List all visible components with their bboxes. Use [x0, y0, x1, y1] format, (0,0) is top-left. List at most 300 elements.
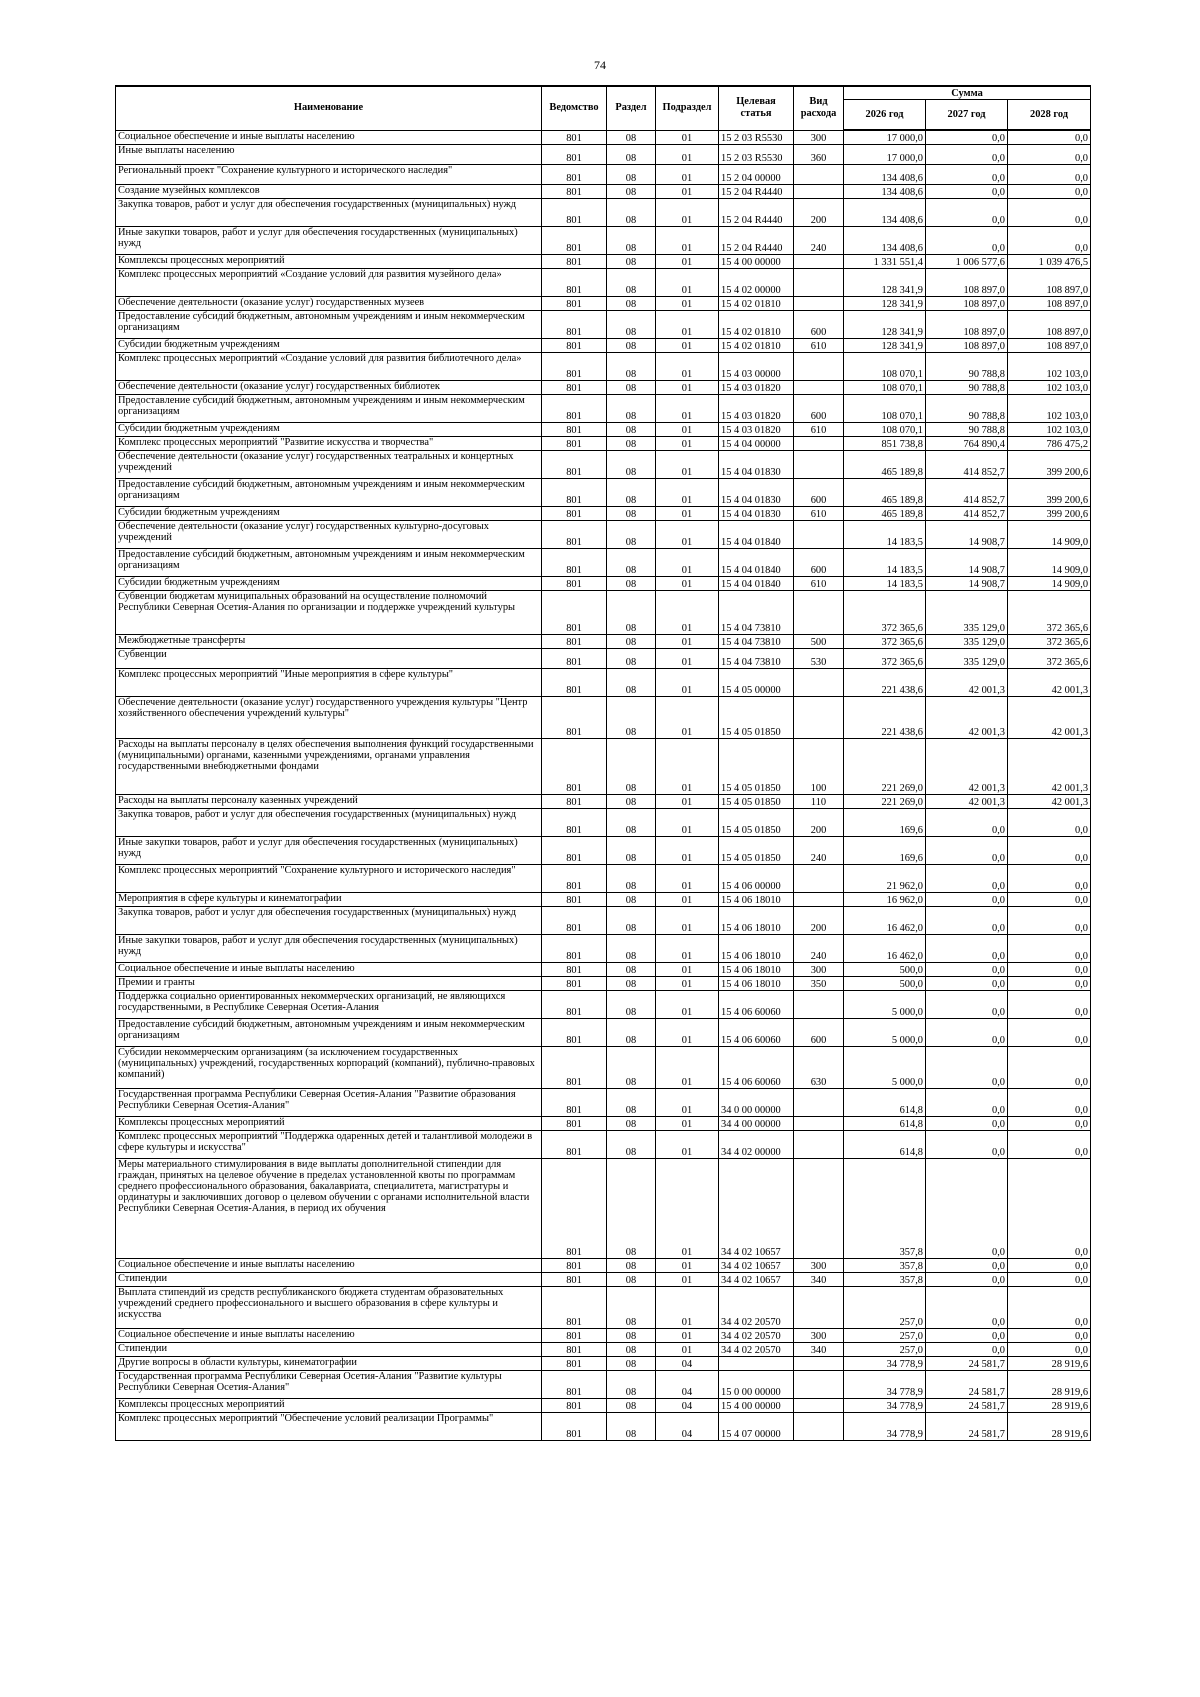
table-row [116, 352, 1091, 380]
row-sum-2026: 14 183,5 [844, 520, 926, 548]
row-sum-2026: 16 462,0 [844, 906, 926, 934]
row-expense-type: 240 [794, 934, 844, 962]
row-name: Социальное обеспечение и иные выплаты населению [116, 130, 542, 144]
table-row [116, 268, 1091, 296]
row-sum-2027: 108 897,0 [926, 268, 1008, 296]
table-row [116, 1088, 1091, 1116]
row-sum-2027: 0,0 [926, 226, 1008, 254]
row-sum-2028: 0,0 [1008, 976, 1091, 990]
row-sum-2028: 0,0 [1008, 226, 1091, 254]
row-name: Закупка товаров, работ и услуг для обеспечения государственных (муниципальных) нужд [116, 808, 542, 836]
table-row [116, 548, 1091, 576]
row-name: Обеспечение деятельности (оказание услуг) государственных культурно-досуговых учреждений [116, 520, 542, 548]
row-dept: 801 [542, 352, 607, 380]
row-dept: 801 [542, 1398, 607, 1412]
row-sum-2027: 0,0 [926, 962, 1008, 976]
row-dept: 801 [542, 338, 607, 352]
row-subsection: 01 [656, 164, 719, 184]
row-expense-type: 600 [794, 310, 844, 338]
row-section: 08 [607, 1412, 656, 1440]
row-section: 08 [607, 836, 656, 864]
table-row [116, 836, 1091, 864]
row-target: 15 4 06 18010 [719, 892, 794, 906]
row-sum-2028: 28 919,6 [1008, 1370, 1091, 1398]
row-target: 34 4 02 20570 [719, 1342, 794, 1356]
table-row [116, 130, 1091, 144]
row-name: Иные выплаты населению [116, 144, 542, 164]
row-section: 08 [607, 254, 656, 268]
row-sum-2028: 0,0 [1008, 1258, 1091, 1272]
row-subsection: 01 [656, 198, 719, 226]
row-sum-2028: 0,0 [1008, 1018, 1091, 1046]
row-dept: 801 [542, 1412, 607, 1440]
row-expense-type [794, 1398, 844, 1412]
row-dept: 801 [542, 738, 607, 794]
row-sum-2027: 0,0 [926, 198, 1008, 226]
row-dept: 801 [542, 668, 607, 696]
row-section: 08 [607, 450, 656, 478]
row-sum-2028: 372 365,6 [1008, 590, 1091, 634]
row-sum-2026: 221 438,6 [844, 696, 926, 738]
row-dept: 801 [542, 380, 607, 394]
row-subsection: 01 [656, 310, 719, 338]
table-row [116, 1286, 1091, 1328]
row-subsection: 01 [656, 520, 719, 548]
table-row [116, 1412, 1091, 1440]
row-sum-2028: 0,0 [1008, 144, 1091, 164]
row-expense-type: 300 [794, 1258, 844, 1272]
row-subsection: 01 [656, 668, 719, 696]
row-section: 08 [607, 634, 656, 648]
row-sum-2026: 357,8 [844, 1258, 926, 1272]
row-section: 08 [607, 478, 656, 506]
row-sum-2027: 90 788,8 [926, 394, 1008, 422]
row-sum-2027: 108 897,0 [926, 338, 1008, 352]
row-subsection: 01 [656, 1088, 719, 1116]
row-sum-2026: 16 962,0 [844, 892, 926, 906]
row-section: 08 [607, 1328, 656, 1342]
row-sum-2027: 0,0 [926, 990, 1008, 1018]
row-sum-2027: 764 890,4 [926, 436, 1008, 450]
row-sum-2026: 108 070,1 [844, 352, 926, 380]
table-row [116, 254, 1091, 268]
row-section: 08 [607, 520, 656, 548]
table-row [116, 478, 1091, 506]
row-section: 08 [607, 226, 656, 254]
row-dept: 801 [542, 130, 607, 144]
row-sum-2028: 28 919,6 [1008, 1412, 1091, 1440]
row-sum-2027: 24 581,7 [926, 1356, 1008, 1370]
row-subsection: 01 [656, 380, 719, 394]
row-subsection: 01 [656, 576, 719, 590]
row-target: 15 4 00 00000 [719, 1398, 794, 1412]
row-dept: 801 [542, 1342, 607, 1356]
row-dept: 801 [542, 794, 607, 808]
row-sum-2028: 0,0 [1008, 1130, 1091, 1158]
row-sum-2027: 0,0 [926, 906, 1008, 934]
row-section: 08 [607, 934, 656, 962]
row-sum-2027: 0,0 [926, 934, 1008, 962]
row-sum-2026: 108 070,1 [844, 394, 926, 422]
row-subsection: 01 [656, 990, 719, 1018]
row-dept: 801 [542, 296, 607, 310]
row-target: 15 4 04 01830 [719, 478, 794, 506]
row-sum-2026: 257,0 [844, 1328, 926, 1342]
row-expense-type [794, 1088, 844, 1116]
row-subsection: 01 [656, 1018, 719, 1046]
row-section: 08 [607, 436, 656, 450]
row-target: 15 4 04 00000 [719, 436, 794, 450]
row-subsection: 04 [656, 1356, 719, 1370]
header-section: Раздел [607, 86, 656, 130]
row-section: 08 [607, 198, 656, 226]
row-sum-2028: 102 103,0 [1008, 394, 1091, 422]
row-dept: 801 [542, 696, 607, 738]
row-sum-2028: 399 200,6 [1008, 506, 1091, 520]
row-sum-2028: 42 001,3 [1008, 668, 1091, 696]
row-target: 15 0 00 00000 [719, 1370, 794, 1398]
row-expense-type: 340 [794, 1272, 844, 1286]
row-sum-2027: 0,0 [926, 1018, 1008, 1046]
row-sum-2028: 108 897,0 [1008, 296, 1091, 310]
table-row [116, 794, 1091, 808]
row-section: 08 [607, 1356, 656, 1370]
row-name: Государственная программа Республики Северная Осетия-Алания "Развитие образования Республики Северная Осетия-Алания" [116, 1088, 542, 1116]
row-name: Социальное обеспечение и иные выплаты населению [116, 962, 542, 976]
row-sum-2028: 372 365,6 [1008, 648, 1091, 668]
row-expense-type [794, 668, 844, 696]
row-sum-2028: 0,0 [1008, 1342, 1091, 1356]
row-target: 15 4 06 60060 [719, 1018, 794, 1046]
header-dept: Ведомство [542, 86, 607, 130]
row-sum-2027: 42 001,3 [926, 696, 1008, 738]
row-sum-2028: 108 897,0 [1008, 338, 1091, 352]
row-name: Обеспечение деятельности (оказание услуг) государственного учреждения культуры "Центр хозяйственного обеспечения учреждений культуры" [116, 696, 542, 738]
row-target: 15 4 04 01840 [719, 520, 794, 548]
table-row [116, 1328, 1091, 1342]
row-section: 08 [607, 130, 656, 144]
row-section: 08 [607, 1116, 656, 1130]
row-dept: 801 [542, 1130, 607, 1158]
row-name: Обеспечение деятельности (оказание услуг) государственных музеев [116, 296, 542, 310]
table-row [116, 934, 1091, 962]
row-dept: 801 [542, 1116, 607, 1130]
row-subsection: 01 [656, 144, 719, 164]
row-sum-2026: 34 778,9 [844, 1412, 926, 1440]
row-name: Комплекс процессных мероприятий "Сохранение культурного и исторического наследия" [116, 864, 542, 892]
row-sum-2028: 14 909,0 [1008, 576, 1091, 590]
row-sum-2026: 108 070,1 [844, 380, 926, 394]
row-sum-2027: 42 001,3 [926, 794, 1008, 808]
row-expense-type: 500 [794, 634, 844, 648]
row-name: Субвенции бюджетам муниципальных образований на осуществление полномочий Республики Северная Осетия-Алания по организации и поддержке учреждений культуры [116, 590, 542, 634]
table-row [116, 310, 1091, 338]
row-sum-2028: 0,0 [1008, 1328, 1091, 1342]
row-target: 15 4 03 01820 [719, 422, 794, 436]
row-sum-2026: 108 070,1 [844, 422, 926, 436]
row-sum-2028: 0,0 [1008, 808, 1091, 836]
row-sum-2026: 465 189,8 [844, 478, 926, 506]
row-expense-type: 300 [794, 1328, 844, 1342]
row-name: Комплекс процессных мероприятий «Создание условий для развития музейного дела» [116, 268, 542, 296]
row-dept: 801 [542, 310, 607, 338]
row-section: 08 [607, 590, 656, 634]
row-sum-2028: 0,0 [1008, 1272, 1091, 1286]
table-row [116, 1130, 1091, 1158]
row-sum-2028: 14 909,0 [1008, 520, 1091, 548]
row-target: 34 4 00 00000 [719, 1116, 794, 1130]
row-subsection: 01 [656, 1116, 719, 1130]
header-name: Наименование [116, 86, 542, 130]
row-expense-type [794, 164, 844, 184]
row-section: 08 [607, 422, 656, 436]
row-dept: 801 [542, 976, 607, 990]
row-sum-2027: 0,0 [926, 808, 1008, 836]
row-subsection: 01 [656, 338, 719, 352]
row-name: Комплекс процессных мероприятий "Развитие искусства и творчества" [116, 436, 542, 450]
row-target: 15 4 06 18010 [719, 962, 794, 976]
row-dept: 801 [542, 198, 607, 226]
row-sum-2026: 614,8 [844, 1130, 926, 1158]
row-sum-2027: 24 581,7 [926, 1398, 1008, 1412]
row-section: 08 [607, 1158, 656, 1258]
row-sum-2026: 128 341,9 [844, 338, 926, 352]
row-sum-2028: 0,0 [1008, 184, 1091, 198]
row-dept: 801 [542, 506, 607, 520]
row-expense-type: 600 [794, 394, 844, 422]
row-target: 15 4 05 01850 [719, 794, 794, 808]
row-sum-2027: 0,0 [926, 976, 1008, 990]
row-target: 15 4 05 01850 [719, 808, 794, 836]
row-expense-type [794, 1356, 844, 1370]
row-section: 08 [607, 1258, 656, 1272]
row-name: Мероприятия в сфере культуры и кинематографии [116, 892, 542, 906]
row-sum-2026: 257,0 [844, 1342, 926, 1356]
row-subsection: 01 [656, 696, 719, 738]
row-sum-2028: 0,0 [1008, 892, 1091, 906]
row-sum-2027: 42 001,3 [926, 668, 1008, 696]
table-row [116, 590, 1091, 634]
row-name: Обеспечение деятельности (оказание услуг) государственных театральных и концертных учреждений [116, 450, 542, 478]
row-section: 08 [607, 738, 656, 794]
row-target: 34 4 02 00000 [719, 1130, 794, 1158]
row-section: 08 [607, 990, 656, 1018]
header-target: Целевая статья [719, 86, 794, 130]
table-row [116, 1258, 1091, 1272]
row-target: 15 4 05 01850 [719, 738, 794, 794]
row-name: Обеспечение деятельности (оказание услуг) государственных библиотек [116, 380, 542, 394]
row-section: 08 [607, 164, 656, 184]
row-subsection: 01 [656, 296, 719, 310]
row-subsection: 01 [656, 962, 719, 976]
row-sum-2028: 0,0 [1008, 130, 1091, 144]
row-sum-2027: 0,0 [926, 892, 1008, 906]
row-section: 08 [607, 268, 656, 296]
row-sum-2027: 14 908,7 [926, 576, 1008, 590]
table-row [116, 1158, 1091, 1258]
header-year-2028: 2028 год [1008, 100, 1091, 131]
table-row [116, 422, 1091, 436]
table-row [116, 184, 1091, 198]
row-dept: 801 [542, 1286, 607, 1328]
row-sum-2027: 0,0 [926, 1258, 1008, 1272]
row-expense-type: 630 [794, 1046, 844, 1088]
table-row [116, 864, 1091, 892]
table-row [116, 668, 1091, 696]
row-target: 34 4 02 20570 [719, 1328, 794, 1342]
row-name: Комплекс процессных мероприятий "Обеспечение условий реализации Программы" [116, 1412, 542, 1440]
row-dept: 801 [542, 184, 607, 198]
row-sum-2028: 28 919,6 [1008, 1356, 1091, 1370]
row-expense-type: 110 [794, 794, 844, 808]
row-dept: 801 [542, 962, 607, 976]
row-sum-2026: 128 341,9 [844, 310, 926, 338]
row-sum-2028: 1 039 476,5 [1008, 254, 1091, 268]
row-target: 15 4 02 01810 [719, 310, 794, 338]
row-sum-2028: 102 103,0 [1008, 422, 1091, 436]
row-sum-2026: 257,0 [844, 1286, 926, 1328]
row-sum-2028: 102 103,0 [1008, 380, 1091, 394]
row-sum-2026: 169,6 [844, 808, 926, 836]
table-row [116, 808, 1091, 836]
row-name: Расходы на выплаты персоналу в целях обеспечения выполнения функций государственными (муниципальными) органами, казенными учреждениями, органами управления государственными внебюджетными фондами [116, 738, 542, 794]
row-sum-2026: 851 738,8 [844, 436, 926, 450]
row-subsection: 01 [656, 478, 719, 506]
row-name: Комплекс процессных мероприятий "Поддержка одаренных детей и талантливой молодежи в сфере культуры и искусства" [116, 1130, 542, 1158]
table-row [116, 436, 1091, 450]
row-sum-2028: 0,0 [1008, 1088, 1091, 1116]
row-dept: 801 [542, 164, 607, 184]
row-sum-2027: 335 129,0 [926, 648, 1008, 668]
row-dept: 801 [542, 1370, 607, 1398]
row-dept: 801 [542, 1088, 607, 1116]
row-section: 08 [607, 144, 656, 164]
row-section: 08 [607, 1018, 656, 1046]
row-expense-type: 100 [794, 738, 844, 794]
row-expense-type: 610 [794, 422, 844, 436]
row-sum-2027: 0,0 [926, 864, 1008, 892]
row-section: 08 [607, 1370, 656, 1398]
table-row [116, 648, 1091, 668]
row-sum-2026: 34 778,9 [844, 1356, 926, 1370]
row-name: Меры материального стимулирования в виде выплаты дополнительной стипендии для граждан, принятых на целевое обучение в пределах установленной квоты по программам среднего профессионального образования, бакалавриата, специалитета, магистратуры и ординатуры и заключивших договор о целевом обучении с органами исполнительной власти Республики Северная Осетия-Алания, в период их обучения [116, 1158, 542, 1258]
row-section: 08 [607, 962, 656, 976]
row-sum-2028: 0,0 [1008, 934, 1091, 962]
row-section: 08 [607, 394, 656, 422]
row-sum-2028: 42 001,3 [1008, 696, 1091, 738]
row-subsection: 04 [656, 1398, 719, 1412]
page-number: 74 [594, 58, 606, 72]
row-sum-2027: 108 897,0 [926, 296, 1008, 310]
row-sum-2026: 221 269,0 [844, 794, 926, 808]
row-sum-2027: 414 852,7 [926, 478, 1008, 506]
row-section: 08 [607, 696, 656, 738]
row-section: 08 [607, 184, 656, 198]
row-section: 08 [607, 310, 656, 338]
row-sum-2026: 21 962,0 [844, 864, 926, 892]
row-sum-2026: 5 000,0 [844, 1046, 926, 1088]
row-name: Комплексы процессных мероприятий [116, 1398, 542, 1412]
row-dept: 801 [542, 436, 607, 450]
row-expense-type [794, 1116, 844, 1130]
row-name: Социальное обеспечение и иные выплаты населению [116, 1328, 542, 1342]
row-dept: 801 [542, 808, 607, 836]
row-sum-2027: 0,0 [926, 1130, 1008, 1158]
row-sum-2028: 0,0 [1008, 864, 1091, 892]
row-sum-2027: 108 897,0 [926, 310, 1008, 338]
row-dept: 801 [542, 836, 607, 864]
row-sum-2026: 5 000,0 [844, 990, 926, 1018]
row-dept: 801 [542, 590, 607, 634]
row-sum-2027: 0,0 [926, 1046, 1008, 1088]
row-dept: 801 [542, 254, 607, 268]
row-sum-2028: 0,0 [1008, 1158, 1091, 1258]
header-expense-type: Вид расхода [794, 86, 844, 130]
row-expense-type [794, 520, 844, 548]
row-dept: 801 [542, 450, 607, 478]
row-expense-type: 240 [794, 226, 844, 254]
row-dept: 801 [542, 634, 607, 648]
row-sum-2026: 14 183,5 [844, 548, 926, 576]
row-dept: 801 [542, 394, 607, 422]
row-dept: 801 [542, 864, 607, 892]
table-row [116, 198, 1091, 226]
row-sum-2028: 0,0 [1008, 962, 1091, 976]
row-target: 15 4 03 00000 [719, 352, 794, 380]
table-row [116, 1046, 1091, 1088]
row-section: 08 [607, 648, 656, 668]
row-sum-2027: 14 908,7 [926, 520, 1008, 548]
row-subsection: 01 [656, 1272, 719, 1286]
row-name: Комплексы процессных мероприятий [116, 254, 542, 268]
row-expense-type: 340 [794, 1342, 844, 1356]
row-subsection: 01 [656, 934, 719, 962]
row-sum-2026: 372 365,6 [844, 648, 926, 668]
row-sum-2027: 90 788,8 [926, 422, 1008, 436]
table-row [116, 1116, 1091, 1130]
row-sum-2027: 90 788,8 [926, 380, 1008, 394]
row-subsection: 01 [656, 634, 719, 648]
row-name: Региональный проект "Сохранение культурного и исторического наследия" [116, 164, 542, 184]
row-subsection: 01 [656, 1258, 719, 1272]
row-dept: 801 [542, 268, 607, 296]
row-name: Иные закупки товаров, работ и услуг для обеспечения государственных (муниципальных) нужд [116, 836, 542, 864]
row-target: 15 2 04 R4440 [719, 198, 794, 226]
row-sum-2026: 5 000,0 [844, 1018, 926, 1046]
row-expense-type: 600 [794, 1018, 844, 1046]
table-row [116, 394, 1091, 422]
row-name: Субсидии некоммерческим организациям (за исключением государственных (муниципальных) учреждений, государственных корпораций (компаний), публично-правовых компаний) [116, 1046, 542, 1088]
row-sum-2028: 0,0 [1008, 198, 1091, 226]
row-name: Субсидии бюджетным учреждениям [116, 576, 542, 590]
row-sum-2026: 465 189,8 [844, 506, 926, 520]
row-section: 08 [607, 1398, 656, 1412]
row-section: 08 [607, 794, 656, 808]
row-dept: 801 [542, 1018, 607, 1046]
row-sum-2026: 17 000,0 [844, 144, 926, 164]
row-target: 15 4 04 01830 [719, 450, 794, 478]
row-name: Выплата стипендий из средств республиканского бюджета студентам образовательных учреждений среднего профессионального и высшего образования в сфере культуры и искусства [116, 1286, 542, 1328]
row-expense-type [794, 436, 844, 450]
row-sum-2026: 372 365,6 [844, 590, 926, 634]
row-name: Премии и гранты [116, 976, 542, 990]
row-subsection: 01 [656, 506, 719, 520]
row-subsection: 04 [656, 1412, 719, 1440]
row-target: 15 4 02 01810 [719, 296, 794, 310]
row-section: 08 [607, 864, 656, 892]
row-subsection: 01 [656, 352, 719, 380]
row-subsection: 01 [656, 1286, 719, 1328]
